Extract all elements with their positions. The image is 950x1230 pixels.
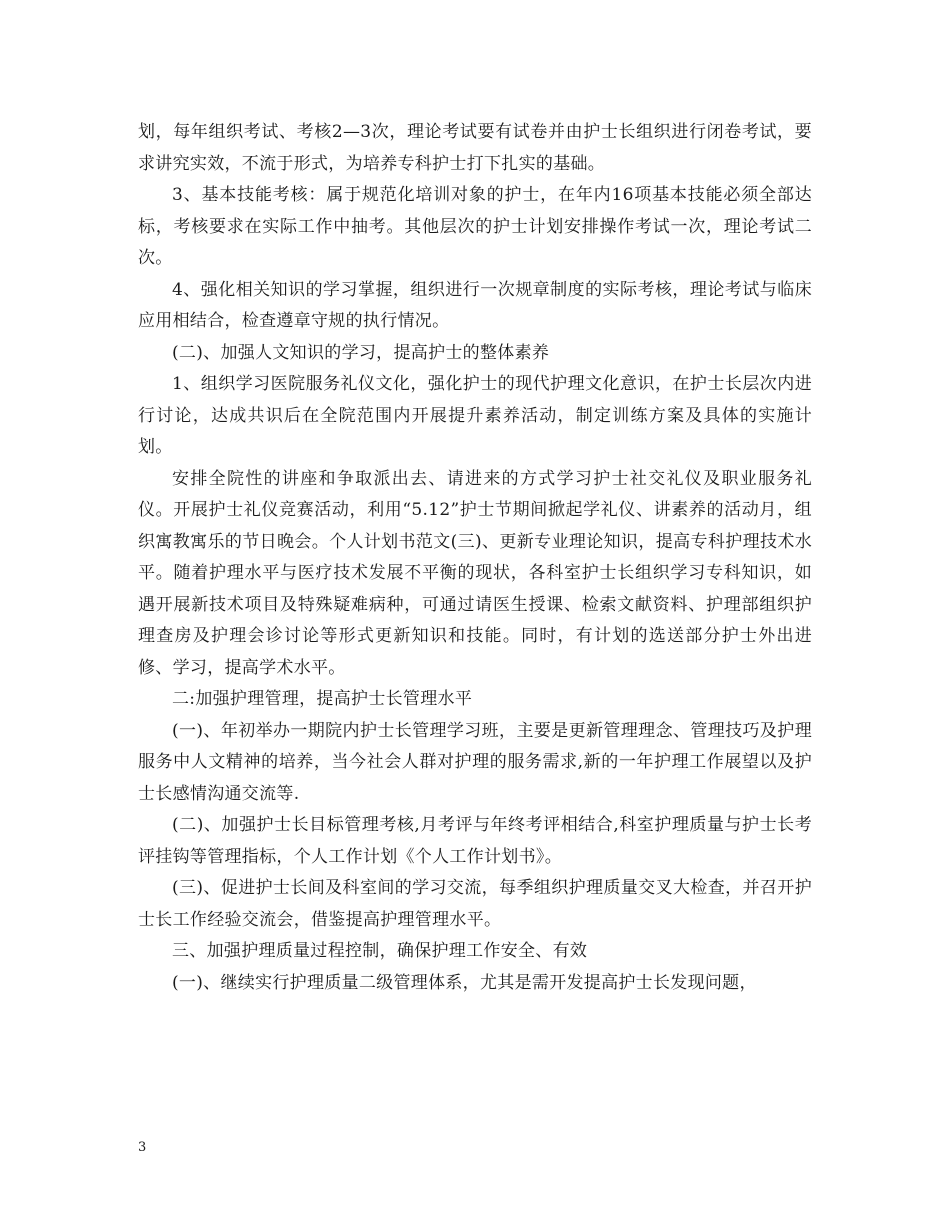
- section-heading-humanities: (二)、加强人文知识的学习，提高护士的整体素养: [172, 342, 550, 363]
- paragraph-2: 3、基本技能考核：属于规范化培训对象的护士，在年内16项基本技能必须全部达标，考核要求在实际工作中抽考。其他层次的护士计划安排操作考试一次，理论考试二次。: [138, 185, 812, 268]
- paragraph-5: 1、组织学习医院服务礼仪文化，强化护士的现代护理文化意识，在护士长层次内进行讨论，达成共识后在全院范围内开展提升素养活动，制定训练方案及具体的实施计划。: [138, 374, 812, 457]
- section-heading-management: 二:加强护理管理，提高护士长管理水平: [172, 689, 473, 709]
- paragraph-8: (一)、年初举办一期院内护士长管理学习班，主要是更新管理理念、管理技巧及护理服务中人文精神的培养，当今社会人群对护理的服务需求,新的一年护理工作展望以及护士长感情沟通交流等.: [138, 720, 812, 804]
- paragraph-3: 4、强化相关知识的学习掌握，组织进行一次规章制度的实际考核，理论考试与临床应用相结合，检查遵章守规的执行情况。: [138, 279, 812, 331]
- paragraph-9: (二)、加强护士长目标管理考核,月考评与年终考评相结合,科室护理质量与护士长考评挂钩等管理指标，个人工作计划《个人工作计划书》。: [138, 815, 812, 867]
- paragraph-10: (三)、促进护士长间及科室间的学习交流，每季组织护理质量交叉大检查，并召开护士长工作经验交流会，借鉴提高护理管理水平。: [138, 878, 812, 930]
- section-heading-quality: 三、加强护理质量过程控制，确保护理工作安全、有效: [172, 941, 588, 961]
- paragraph-1: 划，每年组织考试、考核2—3次，理论考试要有试卷并由护士长组织进行闭卷考试，要求讲究实效，不流于形式，为培养专科护士打下扎实的基础。: [138, 122, 812, 174]
- document-body: [138, 117, 812, 999]
- paragraph-12: (一)、继续实行护理质量二级管理体系，尤其是需开发提高护士长发现问题，: [172, 972, 757, 993]
- page-number: 3: [138, 1140, 147, 1155]
- paragraph-6: 安排全院性的讲座和争取派出去、请进来的方式学习护士社交礼仪及职业服务礼仪。开展护士礼仪竞赛活动，利用“5.12”护士节期间掀起学礼仪、讲素养的活动月，组织寓教寓乐的节日晚会。个人计划书范文(三)、更新专业理论知识，提高专科护理技术水平。随着护理水平与医疗技术发展不平衡的现状，各科室护士长组织学习专科知识，如遇开展新技术项目及特殊疑难病种，可通过请医生授课、检索文献资料、护理部组织护理查房及护理会诊讨论等形式更新知识和技能。同时，有计划的选送部分护士外出进修、学习，提高学术水平。: [138, 468, 812, 678]
